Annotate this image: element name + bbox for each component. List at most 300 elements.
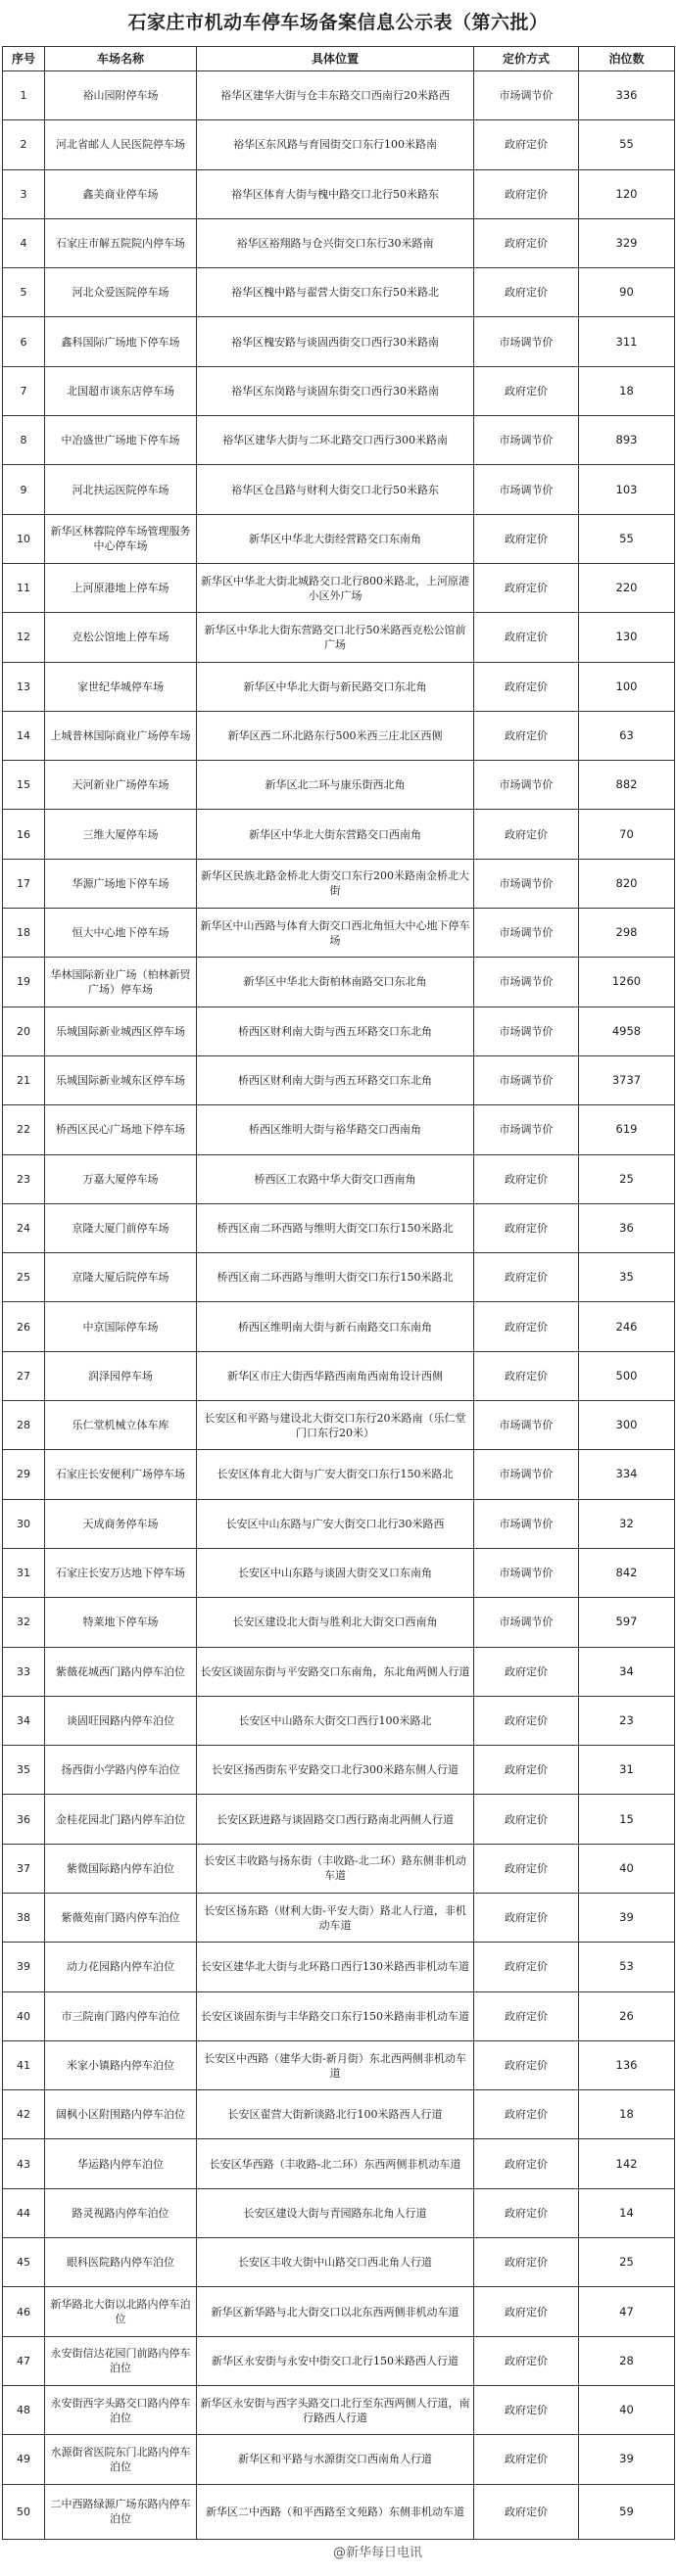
row-index: 42 bbox=[3, 2090, 45, 2139]
table-row bbox=[3, 268, 675, 317]
table-row bbox=[3, 2385, 675, 2434]
row-index: 1 bbox=[3, 71, 45, 120]
row-index: 2 bbox=[3, 120, 45, 169]
row-spaces: 70 bbox=[579, 810, 675, 859]
row-name: 鑫美商业停车场 bbox=[45, 169, 197, 218]
table-row bbox=[3, 563, 675, 612]
table-row bbox=[3, 958, 675, 1007]
row-pricing: 政府定价 bbox=[474, 2238, 579, 2287]
row-index: 24 bbox=[3, 1203, 45, 1252]
row-spaces: 23 bbox=[579, 1696, 675, 1745]
row-index: 29 bbox=[3, 1450, 45, 1499]
row-pricing: 市场调节价 bbox=[474, 1499, 579, 1548]
row-name: 乐城国际新业城东区停车场 bbox=[45, 1055, 197, 1104]
row-location: 长安区建设北大街与胜利北大街交口西南角 bbox=[197, 1598, 474, 1647]
row-index: 27 bbox=[3, 1351, 45, 1400]
row-location: 桥西区南二环西路与维明大街交口东行150米路北 bbox=[197, 1253, 474, 1302]
row-pricing: 政府定价 bbox=[474, 1647, 579, 1696]
row-location: 长安区华西路（丰收路-北二环）东西两侧非机动车道 bbox=[197, 2139, 474, 2188]
row-location: 新华区中华北大街经营路交口东南角 bbox=[197, 514, 474, 563]
row-index: 28 bbox=[3, 1401, 45, 1450]
row-spaces: 59 bbox=[579, 2484, 675, 2539]
row-location: 新华区永安街与永安中街交口北行150米路西人行道 bbox=[197, 2336, 474, 2385]
table-row bbox=[3, 909, 675, 958]
row-pricing: 政府定价 bbox=[474, 1696, 579, 1745]
row-index: 13 bbox=[3, 662, 45, 711]
row-name: 裕山园附停车场 bbox=[45, 71, 197, 120]
row-name: 华运路内停车泊位 bbox=[45, 2139, 197, 2188]
row-location: 长安区中西路（建华大街-新月街）东北西两侧非机动车道 bbox=[197, 2040, 474, 2089]
row-spaces: 311 bbox=[579, 317, 675, 366]
row-location: 新华区西二环北路东行500米西三庄北区西侧 bbox=[197, 711, 474, 760]
table-row bbox=[3, 2484, 675, 2539]
row-index: 40 bbox=[3, 1991, 45, 2040]
table-row bbox=[3, 1055, 675, 1104]
row-spaces: 40 bbox=[579, 1844, 675, 1893]
row-name: 金桂花园北门路内停车泊位 bbox=[45, 1795, 197, 1844]
row-name: 眼科医院路内停车泊位 bbox=[45, 2238, 197, 2287]
row-spaces: 100 bbox=[579, 662, 675, 711]
row-name: 市三院南门路内停车泊位 bbox=[45, 1991, 197, 2040]
row-location: 新华区中华北大街东营路交口北行50米路西克松公馆前广场 bbox=[197, 613, 474, 662]
row-location: 桥西区工农路中华大街交口西南角 bbox=[197, 1154, 474, 1203]
row-pricing: 政府定价 bbox=[474, 2040, 579, 2089]
row-location: 长安区和平路与建设北大街交口东行20米路南（乐仁堂门口东行20米） bbox=[197, 1401, 474, 1450]
row-name: 鑫科国际广场地下停车场 bbox=[45, 317, 197, 366]
table-row bbox=[3, 1844, 675, 1893]
row-pricing: 市场调节价 bbox=[474, 71, 579, 120]
row-index: 48 bbox=[3, 2385, 45, 2434]
row-pricing: 政府定价 bbox=[474, 1844, 579, 1893]
header-pricing: 定价方式 bbox=[474, 47, 579, 71]
row-name: 天成商务停车场 bbox=[45, 1499, 197, 1548]
table-row bbox=[3, 2336, 675, 2385]
row-name: 扬西街小学路内停车泊位 bbox=[45, 1746, 197, 1795]
table-row bbox=[3, 1351, 675, 1400]
table-row bbox=[3, 2287, 675, 2336]
row-location: 桥西区财利南大街与西五环路交口东北角 bbox=[197, 1007, 474, 1055]
row-name: 河北众爱医院停车场 bbox=[45, 268, 197, 317]
row-pricing: 政府定价 bbox=[474, 810, 579, 859]
row-index: 37 bbox=[3, 1844, 45, 1893]
row-spaces: 18 bbox=[579, 2090, 675, 2139]
row-pricing: 政府定价 bbox=[474, 1943, 579, 1991]
row-location: 裕华区槐中路与翟营大街交口东行50米路北 bbox=[197, 268, 474, 317]
parking-registry-table bbox=[2, 46, 675, 2540]
table-row bbox=[3, 2435, 675, 2484]
row-spaces: 32 bbox=[579, 1499, 675, 1548]
row-location: 裕华区槐安路与谈固西街交口西行30米路南 bbox=[197, 317, 474, 366]
row-location: 裕华区建华大街与二环北路交口西行300米路南 bbox=[197, 416, 474, 465]
row-index: 31 bbox=[3, 1548, 45, 1597]
row-pricing: 政府定价 bbox=[474, 514, 579, 563]
row-name: 石家庄长安便利广场停车场 bbox=[45, 1450, 197, 1499]
row-pricing: 政府定价 bbox=[474, 662, 579, 711]
table-row bbox=[3, 761, 675, 810]
row-location: 新华区永安街与西字头路交口北行至东西两侧人行道，南行路西人行道 bbox=[197, 2385, 474, 2434]
header-location: 具体位置 bbox=[197, 47, 474, 71]
row-pricing: 政府定价 bbox=[474, 268, 579, 317]
row-location: 新华区中华北大街北城路交口北行800米路北，上河原港小区外广场 bbox=[197, 563, 474, 612]
row-spaces: 142 bbox=[579, 2139, 675, 2188]
row-pricing: 政府定价 bbox=[474, 563, 579, 612]
row-location: 新华区和平路与水源街交口西南角人行道 bbox=[197, 2435, 474, 2484]
table-row bbox=[3, 120, 675, 169]
row-location: 桥西区南二环西路与维明大街交口东行150米路北 bbox=[197, 1203, 474, 1252]
row-name: 家世纪华城停车场 bbox=[45, 662, 197, 711]
row-index: 45 bbox=[3, 2238, 45, 2287]
row-pricing: 市场调节价 bbox=[474, 909, 579, 958]
header-index: 序号 bbox=[3, 47, 45, 71]
table-row bbox=[3, 2139, 675, 2188]
table-row bbox=[3, 1401, 675, 1450]
row-name: 润泽园停车场 bbox=[45, 1351, 197, 1400]
row-name: 路灵视路内停车泊位 bbox=[45, 2188, 197, 2237]
row-location: 新华区北二环与康乐街西北角 bbox=[197, 761, 474, 810]
row-name: 永安街信达花园门前路内停车泊位 bbox=[45, 2336, 197, 2385]
row-index: 50 bbox=[3, 2484, 45, 2539]
row-spaces: 18 bbox=[579, 366, 675, 415]
row-spaces: 55 bbox=[579, 514, 675, 563]
table-row bbox=[3, 317, 675, 366]
row-index: 38 bbox=[3, 1893, 45, 1942]
row-name: 永安街西字头路交口路内停车泊位 bbox=[45, 2385, 197, 2434]
row-pricing: 政府定价 bbox=[474, 1991, 579, 2040]
row-name: 水源街省医院东门北路内停车泊位 bbox=[45, 2435, 197, 2484]
row-name: 乐城国际新业城西区停车场 bbox=[45, 1007, 197, 1055]
row-spaces: 25 bbox=[579, 2238, 675, 2287]
row-spaces: 40 bbox=[579, 2385, 675, 2434]
row-pricing: 政府定价 bbox=[474, 1893, 579, 1942]
table-body bbox=[3, 71, 675, 2540]
row-pricing: 政府定价 bbox=[474, 120, 579, 169]
row-spaces: 893 bbox=[579, 416, 675, 465]
table-row bbox=[3, 169, 675, 218]
row-name: 新华区林蓉院停车场管理服务中心停车场 bbox=[45, 514, 197, 563]
row-pricing: 政府定价 bbox=[474, 711, 579, 760]
row-spaces: 28 bbox=[579, 2336, 675, 2385]
row-location: 长安区扬东路（财利大街-平安大街）路北人行道，非机动车道 bbox=[197, 1893, 474, 1942]
row-name: 石家庄长安万达地下停车场 bbox=[45, 1548, 197, 1597]
header-spaces: 泊位数 bbox=[579, 47, 675, 71]
row-spaces: 25 bbox=[579, 1154, 675, 1203]
row-pricing: 政府定价 bbox=[474, 1302, 579, 1351]
row-pricing: 政府定价 bbox=[474, 366, 579, 415]
table-row bbox=[3, 1746, 675, 1795]
row-name: 恒大中心地下停车场 bbox=[45, 909, 197, 958]
row-spaces: 120 bbox=[579, 169, 675, 218]
row-spaces: 31 bbox=[579, 1746, 675, 1795]
table-row bbox=[3, 1450, 675, 1499]
row-index: 3 bbox=[3, 169, 45, 218]
row-index: 25 bbox=[3, 1253, 45, 1302]
row-spaces: 26 bbox=[579, 1991, 675, 2040]
row-index: 36 bbox=[3, 1795, 45, 1844]
row-spaces: 336 bbox=[579, 71, 675, 120]
row-spaces: 63 bbox=[579, 711, 675, 760]
row-spaces: 15 bbox=[579, 1795, 675, 1844]
row-spaces: 334 bbox=[579, 1450, 675, 1499]
row-location: 裕华区东岗路与谈固东街交口西行30米路南 bbox=[197, 366, 474, 415]
table-row bbox=[3, 1203, 675, 1252]
row-name: 京隆大厦后院停车场 bbox=[45, 1253, 197, 1302]
row-name: 万嘉大厦停车场 bbox=[45, 1154, 197, 1203]
row-pricing: 市场调节价 bbox=[474, 1007, 579, 1055]
row-location: 新华区民族北路金桥北大街交口东行200米路南金桥北大街 bbox=[197, 859, 474, 908]
row-location: 长安区中山东路与谈固大街交叉口东南角 bbox=[197, 1548, 474, 1597]
row-name: 紫薇苑南门路内停车泊位 bbox=[45, 1893, 197, 1942]
row-pricing: 市场调节价 bbox=[474, 1598, 579, 1647]
row-pricing: 政府定价 bbox=[474, 2385, 579, 2434]
row-index: 19 bbox=[3, 958, 45, 1007]
table-row bbox=[3, 613, 675, 662]
table-row bbox=[3, 1007, 675, 1055]
row-pricing: 政府定价 bbox=[474, 2484, 579, 2539]
row-index: 7 bbox=[3, 366, 45, 415]
row-name: 北国超市谈东店停车场 bbox=[45, 366, 197, 415]
row-index: 39 bbox=[3, 1943, 45, 1991]
row-name: 二中西路绿源广场东路内停车泊位 bbox=[45, 2484, 197, 2539]
row-index: 33 bbox=[3, 1647, 45, 1696]
table-row bbox=[3, 1302, 675, 1351]
row-location: 裕华区体育大街与槐中路交口北行50米路东 bbox=[197, 169, 474, 218]
row-index: 44 bbox=[3, 2188, 45, 2237]
row-name: 桥西区民心广场地下停车场 bbox=[45, 1105, 197, 1154]
row-spaces: 597 bbox=[579, 1598, 675, 1647]
row-index: 21 bbox=[3, 1055, 45, 1104]
table-row bbox=[3, 366, 675, 415]
row-location: 新华区二中西路（和平西路至文苑路）东侧非机动车道 bbox=[197, 2484, 474, 2539]
row-index: 46 bbox=[3, 2287, 45, 2336]
row-name: 乐仁堂机械立体车库 bbox=[45, 1401, 197, 1450]
row-location: 裕华区东风路与育园街交口东行100米路南 bbox=[197, 120, 474, 169]
table-row bbox=[3, 810, 675, 859]
row-spaces: 55 bbox=[579, 120, 675, 169]
row-name: 中京国际停车场 bbox=[45, 1302, 197, 1351]
row-pricing: 政府定价 bbox=[474, 2287, 579, 2336]
table-row bbox=[3, 1943, 675, 1991]
row-location: 桥西区财利南大街与西五环路交口东北角 bbox=[197, 1055, 474, 1104]
row-pricing: 市场调节价 bbox=[474, 465, 579, 514]
table-header-row bbox=[3, 47, 675, 71]
row-spaces: 53 bbox=[579, 1943, 675, 1991]
row-name: 上河原港地上停车场 bbox=[45, 563, 197, 612]
row-location: 长安区谈固东街与平安路交口东南角，东北角两侧人行道 bbox=[197, 1647, 474, 1696]
row-index: 16 bbox=[3, 810, 45, 859]
row-spaces: 246 bbox=[579, 1302, 675, 1351]
header-name: 车场名称 bbox=[45, 47, 197, 71]
row-location: 新华区中华北大街与新民路交口东北角 bbox=[197, 662, 474, 711]
row-location: 新华区中华北大街柏林南路交口东北角 bbox=[197, 958, 474, 1007]
row-pricing: 政府定价 bbox=[474, 1795, 579, 1844]
row-pricing: 政府定价 bbox=[474, 2188, 579, 2237]
row-name: 天河新业广场停车场 bbox=[45, 761, 197, 810]
row-spaces: 298 bbox=[579, 909, 675, 958]
table-row bbox=[3, 711, 675, 760]
table-row bbox=[3, 1647, 675, 1696]
row-name: 华林国际新业广场（柏林新贸广场）停车场 bbox=[45, 958, 197, 1007]
row-location: 长安区丰收大街中山路交口西北角人行道 bbox=[197, 2238, 474, 2287]
table-row bbox=[3, 465, 675, 514]
row-spaces: 130 bbox=[579, 613, 675, 662]
page-title: 石家庄市机动车停车场备案信息公示表（第六批） bbox=[127, 12, 549, 33]
row-index: 20 bbox=[3, 1007, 45, 1055]
row-pricing: 市场调节价 bbox=[474, 1055, 579, 1104]
row-name: 华源广场地下停车场 bbox=[45, 859, 197, 908]
row-index: 10 bbox=[3, 514, 45, 563]
row-name: 河北省邮人人民医院停车场 bbox=[45, 120, 197, 169]
row-name: 阔枫小区附围路内停车泊位 bbox=[45, 2090, 197, 2139]
row-index: 8 bbox=[3, 416, 45, 465]
table-row bbox=[3, 1253, 675, 1302]
row-spaces: 4958 bbox=[579, 1007, 675, 1055]
row-spaces: 842 bbox=[579, 1548, 675, 1597]
row-spaces: 103 bbox=[579, 465, 675, 514]
row-pricing: 政府定价 bbox=[474, 1154, 579, 1203]
row-spaces: 34 bbox=[579, 1647, 675, 1696]
row-index: 47 bbox=[3, 2336, 45, 2385]
row-index: 23 bbox=[3, 1154, 45, 1203]
row-spaces: 300 bbox=[579, 1401, 675, 1450]
row-spaces: 47 bbox=[579, 2287, 675, 2336]
row-index: 14 bbox=[3, 711, 45, 760]
row-location: 长安区中山东路与广安大街交口北行30米路西 bbox=[197, 1499, 474, 1548]
row-location: 长安区翟营大街新谈路北行100米路西人行道 bbox=[197, 2090, 474, 2139]
table-row bbox=[3, 1991, 675, 2040]
row-pricing: 市场调节价 bbox=[474, 1105, 579, 1154]
row-pricing: 政府定价 bbox=[474, 169, 579, 218]
row-location: 长安区体育北大街与广安大街交口东行150米路北 bbox=[197, 1450, 474, 1499]
table-row bbox=[3, 1105, 675, 1154]
row-location: 裕华区建华大街与仓丰东路交口西南行20米路西 bbox=[197, 71, 474, 120]
row-name: 新华路北大街以北路内停车泊位 bbox=[45, 2287, 197, 2336]
row-index: 6 bbox=[3, 317, 45, 366]
table-row bbox=[3, 1795, 675, 1844]
row-spaces: 500 bbox=[579, 1351, 675, 1400]
row-location: 长安区扬西街东平安路交口北行300米路东侧人行道 bbox=[197, 1746, 474, 1795]
row-pricing: 市场调节价 bbox=[474, 416, 579, 465]
row-name: 河北扶运医院停车场 bbox=[45, 465, 197, 514]
row-pricing: 政府定价 bbox=[474, 2435, 579, 2484]
row-index: 32 bbox=[3, 1598, 45, 1647]
table-row bbox=[3, 1696, 675, 1745]
table-row bbox=[3, 1548, 675, 1597]
row-location: 长安区建设大街与青园路东北角人行道 bbox=[197, 2188, 474, 2237]
row-spaces: 39 bbox=[579, 1893, 675, 1942]
row-pricing: 市场调节价 bbox=[474, 317, 579, 366]
table-row bbox=[3, 1598, 675, 1647]
row-index: 9 bbox=[3, 465, 45, 514]
watermark: @新华每日电讯 bbox=[333, 2546, 423, 2560]
row-spaces: 329 bbox=[579, 218, 675, 267]
row-location: 新华区市庄大街西华路西南角西南角设计西侧 bbox=[197, 1351, 474, 1400]
row-spaces: 39 bbox=[579, 2435, 675, 2484]
row-spaces: 136 bbox=[579, 2040, 675, 2089]
row-pricing: 政府定价 bbox=[474, 1746, 579, 1795]
row-location: 新华区中山西路与体育大街交口西北角恒大中心地下停车场 bbox=[197, 909, 474, 958]
table-row bbox=[3, 2238, 675, 2287]
row-location: 桥西区维明大街与裕华路交口西南角 bbox=[197, 1105, 474, 1154]
row-spaces: 36 bbox=[579, 1203, 675, 1252]
row-pricing: 市场调节价 bbox=[474, 958, 579, 1007]
row-name: 石家庄市解五院院内停车场 bbox=[45, 218, 197, 267]
table-row bbox=[3, 71, 675, 120]
row-index: 41 bbox=[3, 2040, 45, 2089]
table-row bbox=[3, 1154, 675, 1203]
row-pricing: 市场调节价 bbox=[474, 1548, 579, 1597]
table-row bbox=[3, 2090, 675, 2139]
row-spaces: 220 bbox=[579, 563, 675, 612]
row-index: 18 bbox=[3, 909, 45, 958]
row-name: 特莱地下停车场 bbox=[45, 1598, 197, 1647]
row-spaces: 14 bbox=[579, 2188, 675, 2237]
row-index: 30 bbox=[3, 1499, 45, 1548]
row-location: 长安区中山路东大街交口西行100米路北 bbox=[197, 1696, 474, 1745]
row-pricing: 市场调节价 bbox=[474, 1450, 579, 1499]
row-index: 11 bbox=[3, 563, 45, 612]
row-spaces: 3737 bbox=[579, 1055, 675, 1104]
row-pricing: 政府定价 bbox=[474, 1253, 579, 1302]
row-spaces: 820 bbox=[579, 859, 675, 908]
row-location: 裕华区仓昌路与财利大街交口北行50米路东 bbox=[197, 465, 474, 514]
row-index: 49 bbox=[3, 2435, 45, 2484]
row-index: 26 bbox=[3, 1302, 45, 1351]
row-index: 34 bbox=[3, 1696, 45, 1745]
row-spaces: 1260 bbox=[579, 958, 675, 1007]
row-location: 长安区谈固东街与丰华路交口东行150米路南非机动车道 bbox=[197, 1991, 474, 2040]
row-name: 三维大厦停车场 bbox=[45, 810, 197, 859]
row-name: 克松公馆地上停车场 bbox=[45, 613, 197, 662]
row-pricing: 政府定价 bbox=[474, 2139, 579, 2188]
row-pricing: 政府定价 bbox=[474, 613, 579, 662]
row-location: 长安区丰收路与扬东街（丰收路-北二环）路东侧非机动车道 bbox=[197, 1844, 474, 1893]
table-row bbox=[3, 1893, 675, 1942]
table-row bbox=[3, 859, 675, 908]
row-pricing: 市场调节价 bbox=[474, 761, 579, 810]
row-spaces: 35 bbox=[579, 1253, 675, 1302]
row-location: 裕华区裕翔路与仓兴街交口东行30米路南 bbox=[197, 218, 474, 267]
row-name: 米家小镇路内停车泊位 bbox=[45, 2040, 197, 2089]
row-pricing: 政府定价 bbox=[474, 218, 579, 267]
row-pricing: 政府定价 bbox=[474, 1351, 579, 1400]
row-index: 43 bbox=[3, 2139, 45, 2188]
table-row bbox=[3, 2188, 675, 2237]
table-row bbox=[3, 416, 675, 465]
row-pricing: 政府定价 bbox=[474, 2336, 579, 2385]
row-index: 15 bbox=[3, 761, 45, 810]
row-spaces: 90 bbox=[579, 268, 675, 317]
row-location: 长安区建华北大街与北环路口西行130米路西非机动车道 bbox=[197, 1943, 474, 1991]
row-spaces: 619 bbox=[579, 1105, 675, 1154]
row-pricing: 政府定价 bbox=[474, 1203, 579, 1252]
row-name: 紫薇花城西门路内停车泊位 bbox=[45, 1647, 197, 1696]
row-pricing: 市场调节价 bbox=[474, 859, 579, 908]
row-index: 35 bbox=[3, 1746, 45, 1795]
row-name: 京隆大厦门前停车场 bbox=[45, 1203, 197, 1252]
row-spaces: 882 bbox=[579, 761, 675, 810]
row-index: 5 bbox=[3, 268, 45, 317]
row-name: 谈固旺园路内停车泊位 bbox=[45, 1696, 197, 1745]
row-name: 动力花园路内停车泊位 bbox=[45, 1943, 197, 1991]
table-row bbox=[3, 662, 675, 711]
row-index: 12 bbox=[3, 613, 45, 662]
row-index: 4 bbox=[3, 218, 45, 267]
row-location: 新华区新华路与北大街交口以北东西两侧非机动车道 bbox=[197, 2287, 474, 2336]
table-row bbox=[3, 218, 675, 267]
table-row bbox=[3, 2040, 675, 2089]
row-name: 中冶盛世广场地下停车场 bbox=[45, 416, 197, 465]
row-pricing: 市场调节价 bbox=[474, 1401, 579, 1450]
